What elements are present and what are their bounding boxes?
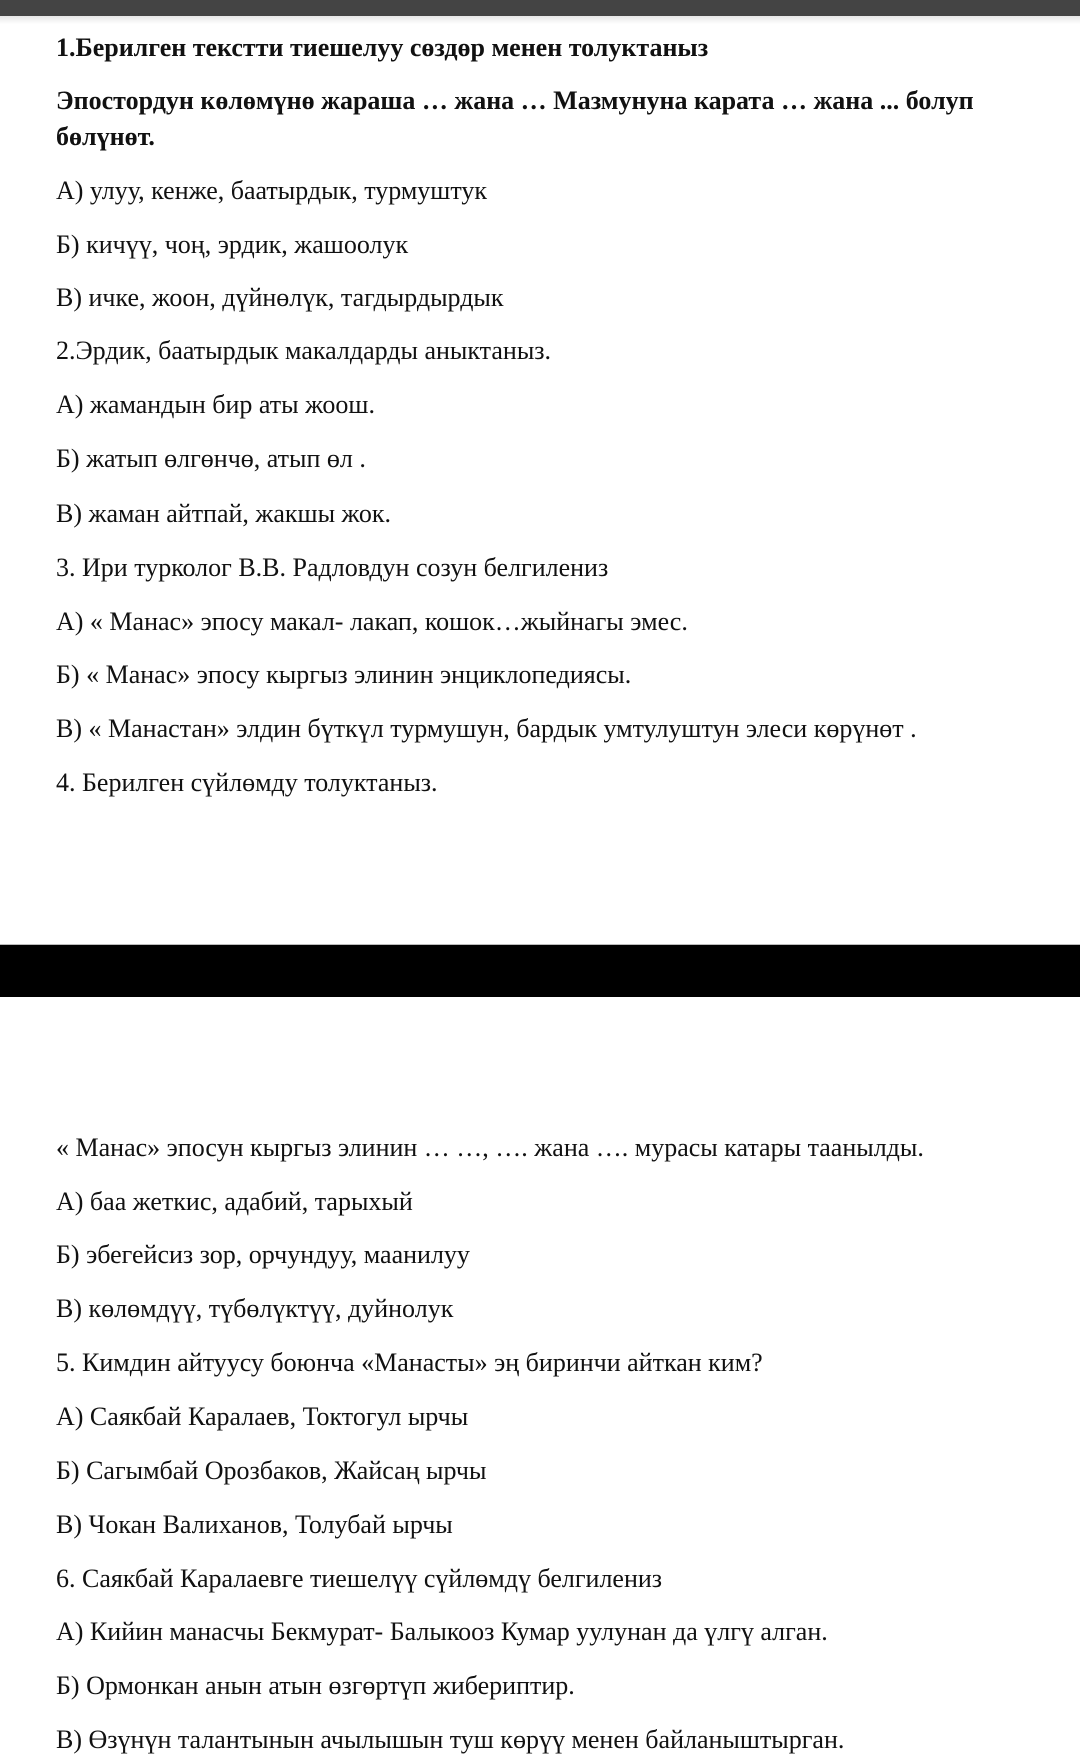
question-4-sentence: « Манас» эпосун кыргыз элинин … …, …. жана …. мурасы катары таанылды. <box>56 1133 924 1162</box>
question-2-option-c: В) жаман айтпай, жакшы жок. <box>56 499 391 528</box>
question-3-title: 3. Ири турколог В.В. Радловдун созун белгилениз <box>56 553 609 582</box>
question-1-option-c: В) ичке, жоон, дүйнөлүк, тагдырдырдык <box>56 283 504 312</box>
question-2-option-a: А) жамандын бир аты жоош. <box>56 390 375 419</box>
page-break-bar <box>0 944 1080 997</box>
question-1-title: 1.Берилген текстти тиешелуу сөздөр менен толуктаныз <box>56 33 709 62</box>
question-5-option-c: В) Чокан Валиханов, Толубай ырчы <box>56 1510 453 1539</box>
question-6-option-c: В) Өзүнүн талантынын ачылышын туш көрүү менен байланыштырган. <box>56 1725 845 1754</box>
question-4-option-a: А) баа жеткис, адабий, тарыхый <box>56 1187 413 1216</box>
question-1-option-b: Б) кичүү, чоң, эрдик, жашоолук <box>56 230 409 259</box>
question-3-option-a: А) « Манас» эпосу макал- лакап, кошок…жыйнагы эмес. <box>56 607 688 636</box>
question-6-option-b: Б) Ормонкан анын атын өзгөртүп жибериптир. <box>56 1671 575 1700</box>
question-4-option-c: В) көлөмдүү, түбөлүктүү, дуйнолук <box>56 1294 454 1323</box>
question-6-title: 6. Саякбай Каралаевге тиешелүү сүйлөмдү белгилениз <box>56 1564 663 1593</box>
question-4-option-b: Б) эбегейсиз зор, орчундуу, маанилуу <box>56 1240 470 1269</box>
question-1-prompt-cont: бөлүнөт. <box>56 122 155 151</box>
question-4-title: 4. Берилген сүйлөмду толуктаныз. <box>56 768 438 797</box>
question-3-option-c: В) « Манастан» элдин бүткүл турмушун, бардык умтулуштун элеси көрүнөт . <box>56 714 917 743</box>
top-bar <box>0 0 1080 16</box>
question-2-title: 2.Эрдик, баатырдык макалдарды аныктаныз. <box>56 336 552 365</box>
question-5-option-a: А) Саякбай Каралаев, Токтогул ырчы <box>56 1402 469 1431</box>
question-3-option-b: Б) « Манас» эпосу кыргыз элинин энциклопедиясы. <box>56 660 632 689</box>
question-1-prompt: Эпостордун көлөмүнө жараша … жана … Мазмунуна карата … жана ... болуп <box>56 86 974 115</box>
question-2-option-b: Б) жатып өлгөнчө, атып өл . <box>56 444 366 473</box>
question-5-title: 5. Кимдин айтуусу боюнча «Манасты» эң биринчи айткан ким? <box>56 1348 763 1377</box>
question-6-option-a: А) Кийин манасчы Бекмурат- Балыкооз Кумар уулунан да үлгү алган. <box>56 1617 828 1646</box>
question-5-option-b: Б) Сагымбай Орозбаков, Жайсаң ырчы <box>56 1456 487 1485</box>
top-bar-shadow <box>0 16 1080 24</box>
question-1-option-a: А) улуу, кенже, баатырдык, турмуштук <box>56 176 487 205</box>
